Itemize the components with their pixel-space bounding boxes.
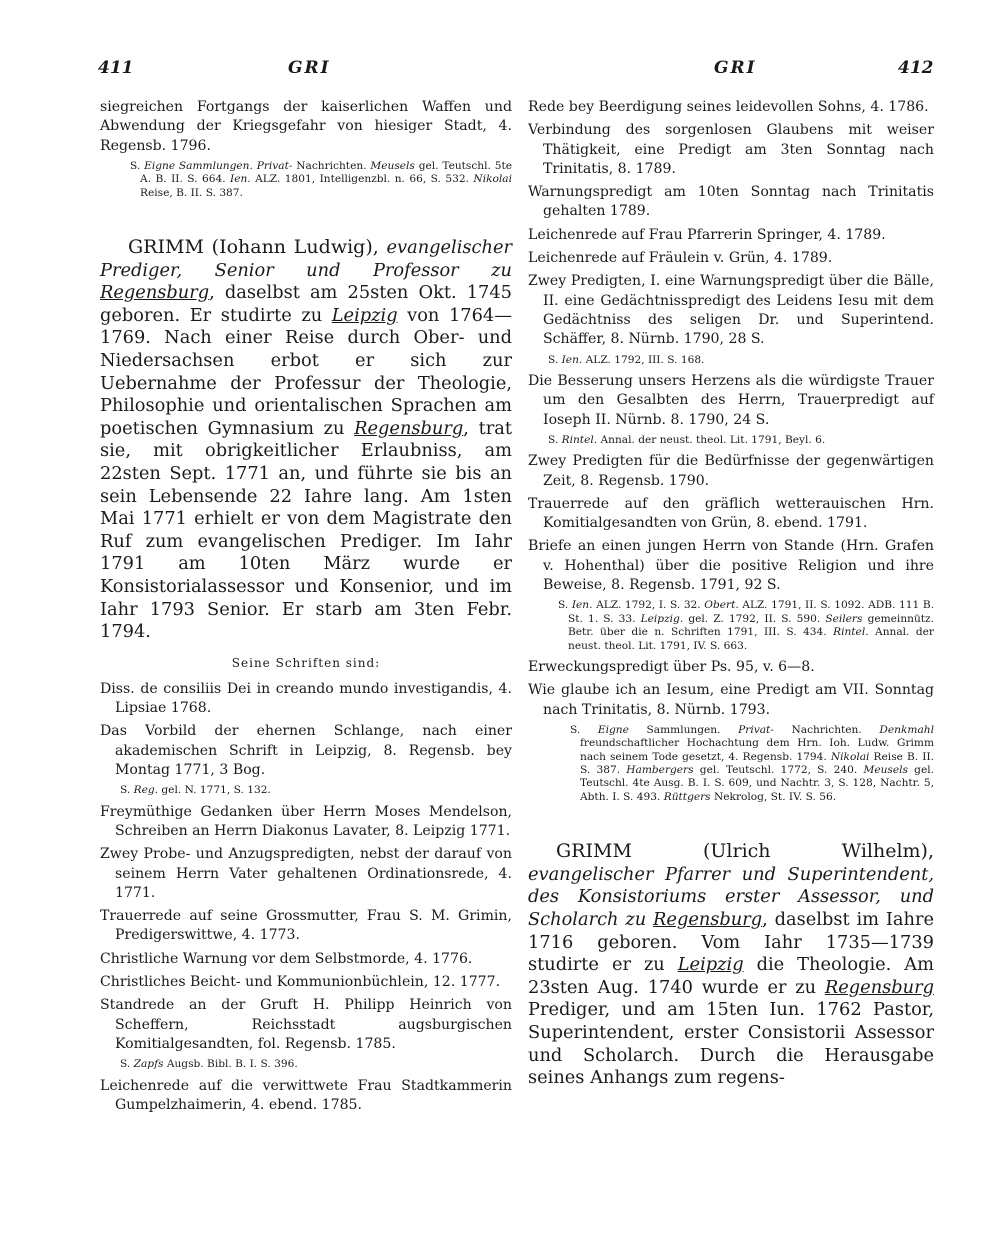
page-number-left: 411: [98, 58, 134, 78]
work-entry: Leichenrede auf Fräulein v. Grün, 4. 1789.: [528, 250, 833, 267]
work-entry: Christliches Beicht- und Kommunionbüchlein, 12. 1777.: [100, 974, 501, 991]
work-entry: Briefe an einen jungen Herrn von Stande (Hrn. Grafen v. Hohenthal) über die positive Religion und ihre Beweise, 8. Regensb. 1791, 92 S.: [528, 538, 934, 594]
work-entry: Trauerrede auf seine Grossmutter, Frau S. M. Grimin, Predigerswittwe, 4. 1773.: [100, 908, 512, 944]
work-entry: Warnungspredigt am 10ten Sonntag nach Trinitatis gehalten 1789.: [528, 184, 934, 220]
work-entry: Leichenrede auf Frau Pfarrerin Springer, 4. 1789.: [528, 226, 886, 243]
biography-grimm-johann-ludwig: GRIMM (Iohann Ludwig), evangelischer Prediger, Senior und Professor zu Regensburg, daselbst am 25sten Okt. 1745 geboren. Er studirte zu Leipzig von 1764—1769. Nach einer Reise durch Ober- und Niedersachsen erbot er sich zur Uebernahme der Professur der Theologie, Philosophie und orientalischen Sprachen am poetischen Gymnasium zu Regensburg, trat sie, mit obrigkeitlicher Erlaubniss, am 22sten Sept. 1771 an, und führte sie bis an sein Lebensende 22 Iahre lang. Am 1sten Mai 1771 erhielt er von dem Magistrate den Ruf zum evangelischen Prediger. Im Iahr 1791 am 10ten März wurde er Konsistorialassessor und Konsenior, und im Iahr 1793 Senior. Er starb am 3ten Febr. 1794.: [100, 236, 512, 643]
running-head-left: GRI: [288, 58, 331, 78]
right-column: [528, 98, 934, 1098]
source-note: S. Eigne Sammlungen. Privat- Nachrichten. Meusels gel. Teutschl. 5te A. B. II. S. 664. Ien. ALZ. 1801, Intelligenzbl. n. 66, S. 532. Nikolai Reise, B. II. S. 387.: [130, 159, 512, 199]
work-entry: Erweckungspredigt über Ps. 95, v. 6—8.: [528, 658, 815, 675]
work-entry: Freymüthige Gedanken über Herrn Moses Mendelson, Schreiben an Herrn Diakonus Lavater, 8. Leipzig 1771.: [100, 803, 512, 839]
work-entry: Standrede an der Gruft H. Philipp Heinrich von Scheffern, Reichsstadt augsburgischen Komitialgesandten, fol. Regensb. 1785.: [100, 997, 512, 1052]
source-note: S. Ien. ALZ. 1792, III. S. 168.: [548, 353, 705, 366]
work-entry: Zwey Probe- und Anzugspredigten, nebst der darauf von seinem Herrn Vater gehaltenen Ordinationsrede, 4. 1771.: [100, 846, 512, 901]
entry-continuation: siegreichen Fortgangs der kaiserlichen Waffen und Abwendung der Kriegsgefahr von hiesiger Stadt, 4. Regensb. 1796.: [100, 99, 512, 154]
work-entry: Das Vorbild der ehernen Schlange, nach einer akademischen Schrift in Leipzig, 8. Regensb. bey Montag 1771, 3 Bog.: [100, 723, 512, 778]
work-entry: Leichenrede auf die verwittwete Frau Stadtkammerin Gumpelzhaimerin, 4. ebend. 1785.: [100, 1077, 512, 1113]
biography-grimm-ulrich-wilhelm: GRIMM (Ulrich Wilhelm), evangelischer Pfarrer und Superintendent, des Konsistoriums erster Assessor, und Scholarch zu Regensburg, daselbst im Iahre 1716 geboren. Vom Iahr 1735—1739 studirte er zu Leipzig die Theologie. Am 23sten Aug. 1740 wurde er zu Regensburg Prediger, und am 15ten Iun. 1762 Pastor, Superintendent, erster Consistorii Assessor und Scholarch. Durch die Herausgabe seines Anhangs zum regens-: [528, 840, 934, 1089]
works-heading: Seine Schriften sind:: [231, 655, 381, 670]
work-entry: Die Besserung unsers Herzens als die würdigste Trauer um den Gesalbten des Herrn, Trauerpredigt auf Ioseph II. Nürnb. 8. 1790, 24 S.: [528, 372, 934, 428]
work-entry: Christliche Warnung vor dem Selbstmorde, 4. 1776.: [100, 950, 473, 967]
source-note: S. Eigne Sammlungen. Privat- Nachrichten. Denkmahl freundschaftlicher Hochachtung dem Hrn. Ioh. Ludw. Grimm nach seinem Tode gesetzt, 4. Regensb. 1794. Nikolai Reise B. II. S. 387. Hambergers gel. Teutschl. 1772, S. 240. Meusels gel. Teutschl. 4te Ausg. B. I. S. 609, und Nachtr. 3, S. 128, Nachtr. 5, Abth. I. S. 493. Rüttgers Nekrolog, St. IV. S. 56.: [570, 723, 934, 803]
page-number-right: 412: [898, 58, 934, 78]
source-note: S. Zapfs Augsb. Bibl. B. I. S. 396.: [120, 1058, 298, 1071]
work-entry: Zwey Predigten für die Bedürfnisse der gegenwärtigen Zeit, 8. Regensb. 1790.: [528, 453, 934, 489]
work-entry: Wie glaube ich an Iesum, eine Predigt am VII. Sonntag nach Trinitatis, 8. Nürnb. 1793.: [528, 682, 934, 718]
left-column: [100, 98, 512, 1119]
running-head-right: GRI: [714, 58, 757, 78]
source-note: S. Reg. gel. N. 1771, S. 132.: [120, 784, 271, 797]
work-entry: Diss. de consiliis Dei in creando mundo investigandis, 4. Lipsiae 1768.: [100, 680, 512, 717]
work-entry: Verbindung des sorgenlosen Glaubens mit weiser Thätigkeit, eine Predigt am 3ten Sonntag nach Trinitatis, 8. 1789.: [528, 122, 934, 177]
work-entry: Trauerrede auf den gräflich wetterauischen Hrn. Komitialgesandten von Grün, 8. ebend. 1791.: [528, 495, 934, 532]
source-note: S. Ien. ALZ. 1792, I. S. 32. Obert. ALZ. 1791, II. S. 1092. ADB. 111 B. St. 1. S. 33. Leipzig. gel. Z. 1792, II. S. 590. Seilers gemeinnütz. Betr. über die n. Schriften 1791, III. S. 434. Rintel. Annal. der neust. theol. Lit. 1791, IV. S. 663.: [558, 599, 934, 652]
work-entry: Rede bey Beerdigung seines leidevollen Sohns, 4. 1786.: [528, 99, 929, 115]
source-note: S. Rintel. Annal. der neust. theol. Lit. 1791, Beyl. 6.: [548, 433, 826, 446]
work-entry: Zwey Predigten, I. eine Warnungspredigt über die Bälle, II. eine Gedächtnisspredigt des Leidens Iesu mit dem Gedächtniss des seligen Dr. und Superintend. Schäffer, 8. Nürnb. 1790, 28 S.: [528, 273, 934, 348]
